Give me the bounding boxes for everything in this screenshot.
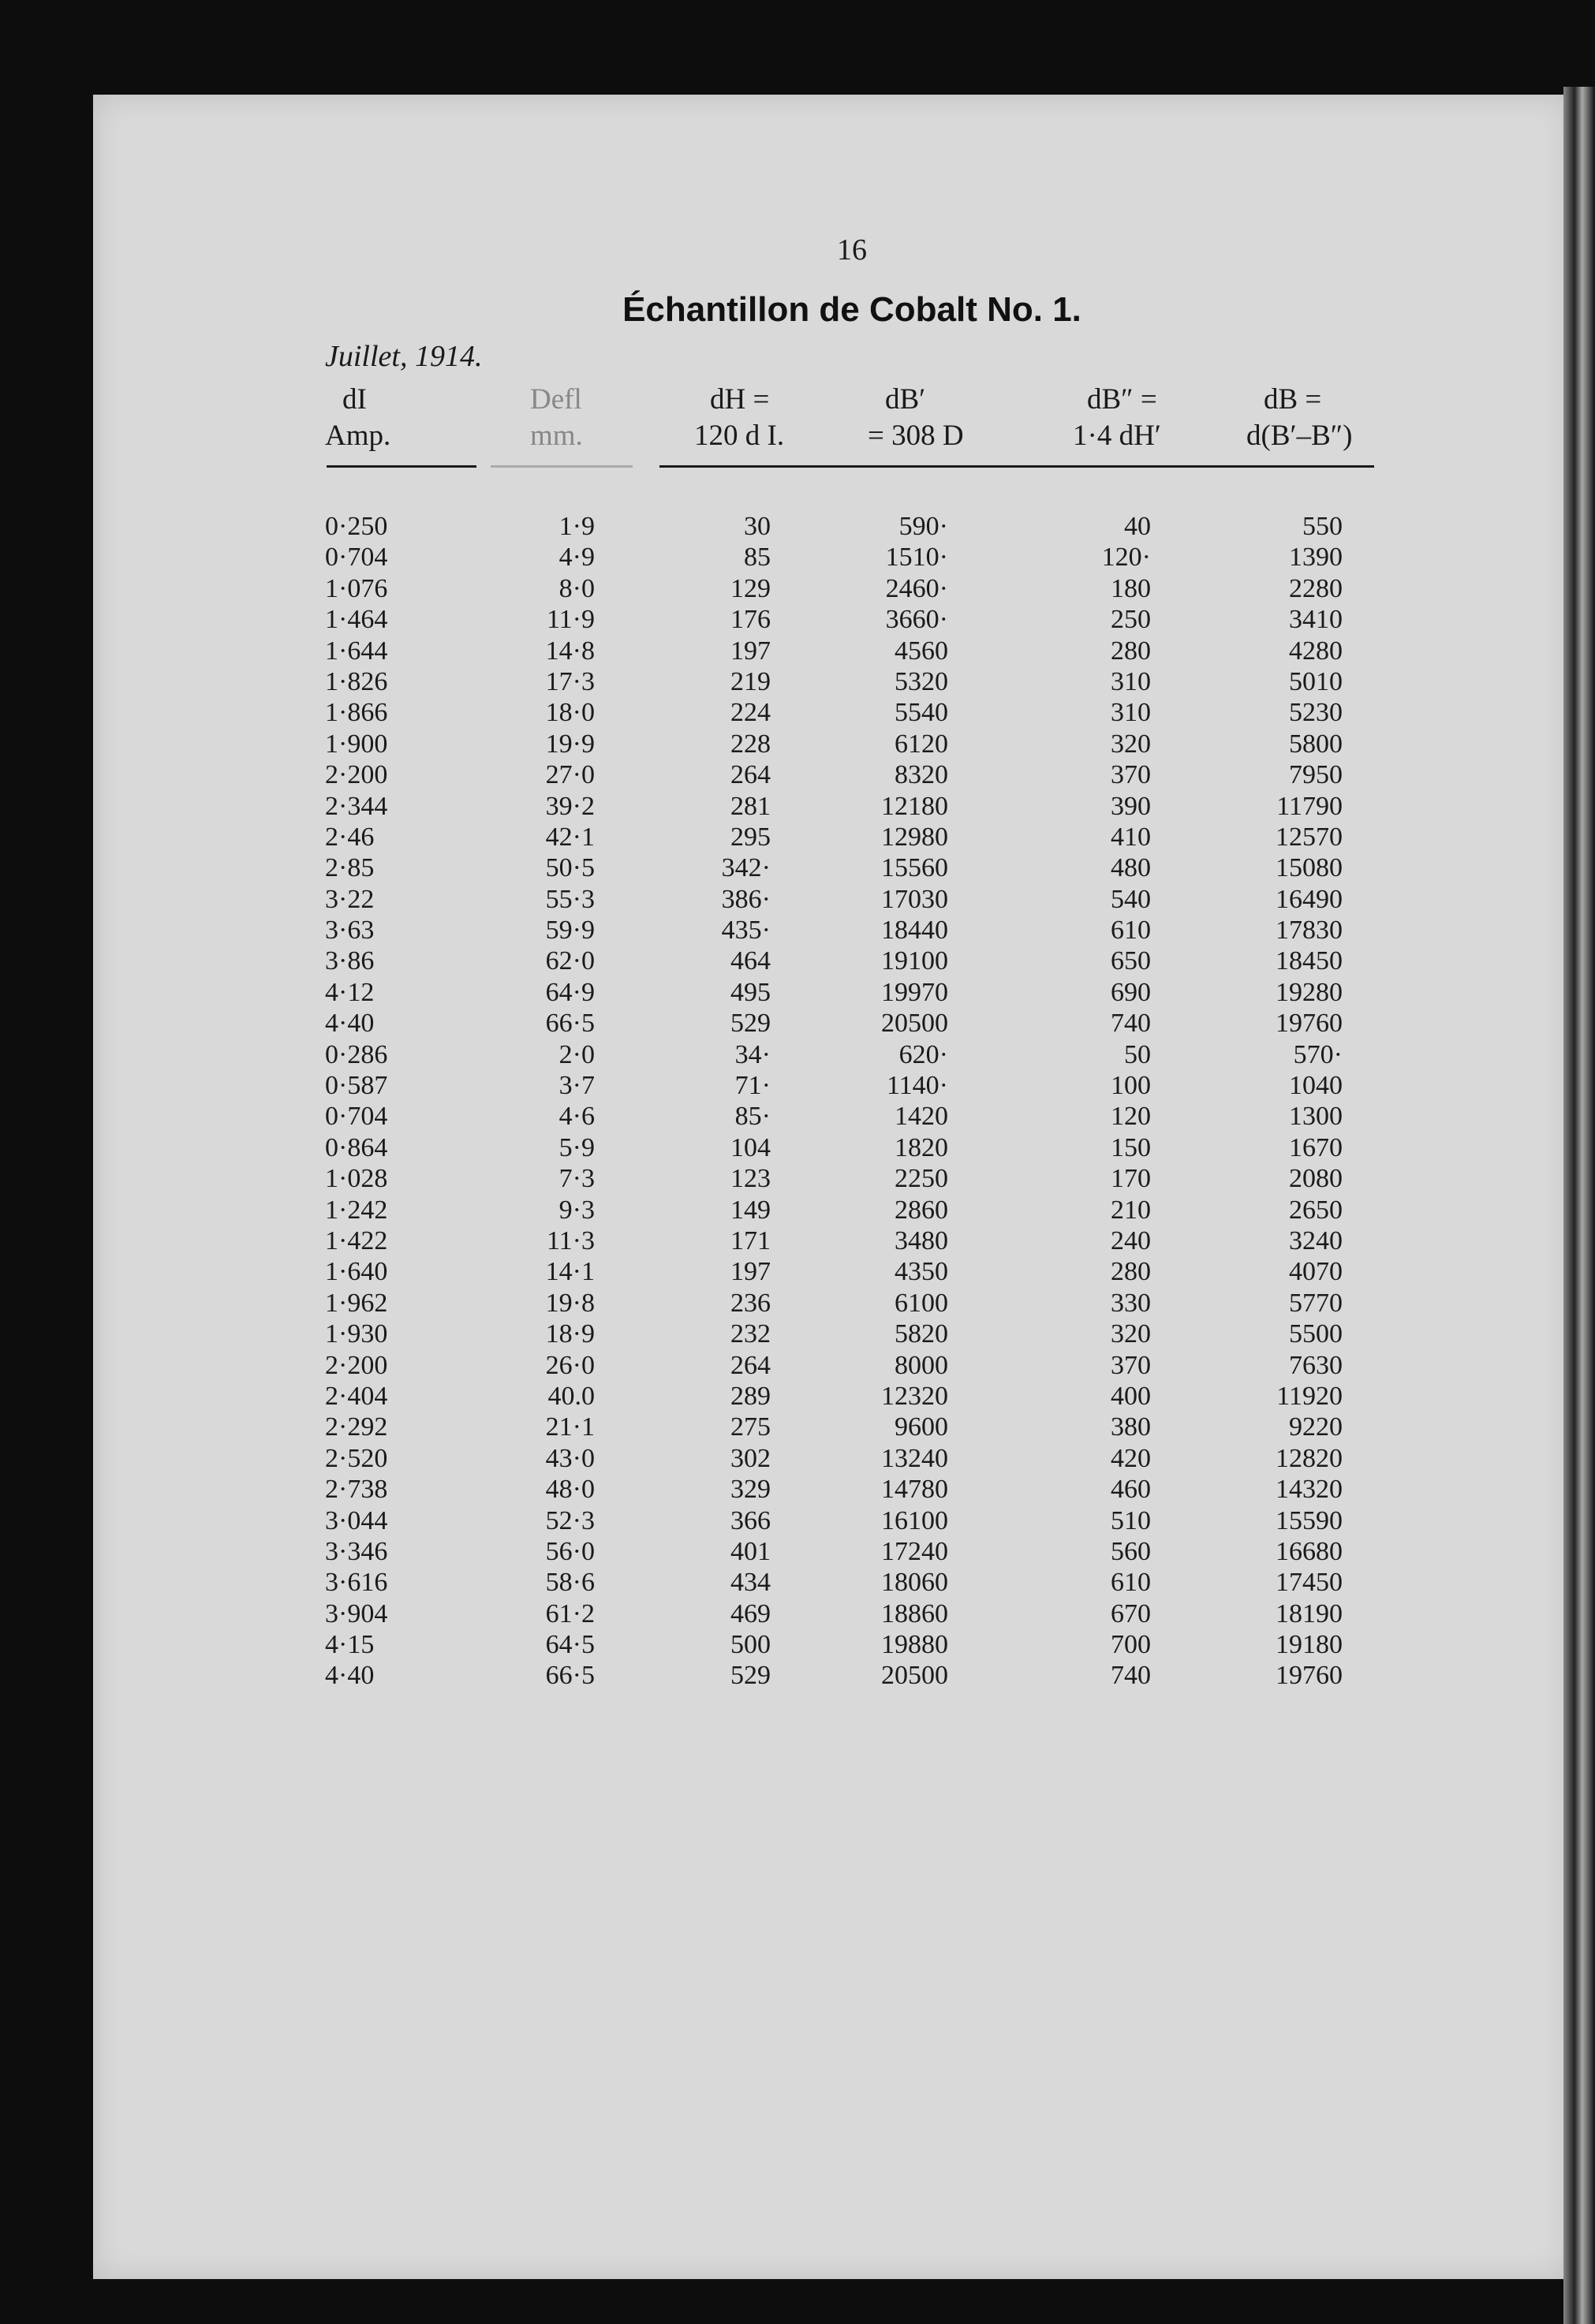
cell-db-prime: 5820 [895,1319,948,1349]
cell-di-amp: 2·292 [325,1412,388,1442]
cell-db: 16490 [1276,884,1343,914]
cell-dh: 85· [734,1102,771,1132]
cell-db-prime: 4350 [895,1257,948,1287]
cell-db: 2280 [1289,573,1343,603]
cell-db: 7630 [1289,1350,1343,1380]
cell-di-amp: 4·12 [325,977,375,1007]
cell-db-prime: 16100 [881,1505,948,1535]
cell-db-prime: 8320 [895,760,948,790]
cell-di-amp: 1·644 [325,636,388,666]
cell-db: 18190 [1276,1598,1343,1628]
cell-defl-mm: 18·9 [545,1319,595,1349]
cell-db-prime: 8000 [895,1350,948,1380]
cell-db: 18450 [1276,946,1343,976]
cell-db-double-prime: 40 [1124,512,1151,541]
cell-defl-mm: 5·9 [558,1132,595,1162]
cell-db-double-prime: 540 [1111,884,1151,914]
cell-db-double-prime: 480 [1111,853,1151,883]
cell-dh: 469 [730,1598,771,1628]
cell-db-prime: 2250 [895,1164,948,1194]
cell-dh: 342· [721,853,771,883]
table-row [0,915,1595,946]
cell-db-double-prime: 120· [1101,543,1151,573]
table-row [0,1536,1595,1567]
table-row [0,1163,1595,1194]
cell-db-prime: 4560 [895,636,948,666]
cell-db-double-prime: 510 [1111,1505,1151,1535]
cell-db-prime: 9600 [895,1412,948,1442]
cell-db: 5230 [1289,698,1343,728]
cell-di-amp: 1·028 [325,1164,388,1194]
cell-di-amp: 0·704 [325,543,388,573]
cell-db-prime: 5320 [895,666,948,696]
cell-di-amp: 0·250 [325,512,388,541]
cell-db-double-prime: 120 [1111,1102,1151,1132]
cell-db-double-prime: 700 [1111,1630,1151,1660]
cell-di-amp: 1·076 [325,573,388,603]
cell-defl-mm: 43·0 [545,1443,595,1473]
cell-dh: 295 [730,822,771,852]
table-row [0,511,1595,542]
table-row [0,1195,1595,1225]
cell-db: 4070 [1289,1257,1343,1287]
cell-db-double-prime: 400 [1111,1381,1151,1411]
cell-db-prime: 20500 [881,1009,948,1039]
table-row [0,1629,1595,1660]
cell-defl-mm: 2·0 [558,1039,595,1069]
cell-defl-mm: 59·9 [545,916,595,946]
cell-db: 5500 [1289,1319,1343,1349]
cell-db-prime: 17030 [881,884,948,914]
data-table-body [0,511,1595,1692]
cell-defl-mm: 48·0 [545,1475,595,1505]
cell-db: 12820 [1276,1443,1343,1473]
cell-di-amp: 3·63 [325,916,375,946]
cell-db: 570· [1293,1039,1343,1069]
cell-di-amp: 2·404 [325,1381,388,1411]
cell-dh: 232 [730,1319,771,1349]
cell-db-double-prime: 740 [1111,1661,1151,1691]
cell-di-amp: 2·46 [325,822,375,852]
table-row [0,759,1595,790]
column-header-dh: dH = 120 d I. [694,383,785,452]
cell-dh: 289 [730,1381,771,1411]
table-row [0,1008,1595,1039]
cell-di-amp: 2·85 [325,853,375,883]
cell-dh: 275 [730,1412,771,1442]
cell-defl-mm: 66·5 [545,1661,595,1691]
cell-dh: 386· [721,884,771,914]
cell-db-double-prime: 100 [1111,1071,1151,1101]
cell-db-double-prime: 370 [1111,760,1151,790]
cell-db: 5800 [1289,729,1343,759]
cell-defl-mm: 21·1 [545,1412,595,1442]
cell-db-double-prime: 310 [1111,698,1151,728]
cell-defl-mm: 1·9 [558,512,595,541]
cell-db: 1670 [1289,1132,1343,1162]
cell-db: 5770 [1289,1288,1343,1318]
table-row [0,604,1595,635]
cell-db-double-prime: 610 [1111,1568,1151,1598]
cell-defl-mm: 11·3 [546,1225,595,1255]
cell-defl-mm: 9·3 [558,1195,595,1225]
cell-di-amp: 1·930 [325,1319,388,1349]
cell-db: 16680 [1276,1536,1343,1566]
cell-dh: 236 [730,1288,771,1318]
table-row [0,1132,1595,1163]
cell-dh: 281 [730,791,771,821]
cell-db-prime: 6120 [895,729,948,759]
cell-defl-mm: 3·7 [558,1071,595,1101]
cell-db: 19180 [1276,1630,1343,1660]
table-row [0,573,1595,604]
cell-db: 2650 [1289,1195,1343,1225]
cell-db-double-prime: 610 [1111,916,1151,946]
cell-di-amp: 2·344 [325,791,388,821]
cell-di-amp: 4·40 [325,1009,375,1039]
table-row [0,791,1595,822]
cell-defl-mm: 61·2 [545,1598,595,1628]
cell-db-prime: 1820 [895,1132,948,1162]
cell-di-amp: 3·616 [325,1568,388,1598]
cell-db: 2080 [1289,1164,1343,1194]
cell-di-amp: 1·422 [325,1225,388,1255]
column-header-db: dB = d(B′–B″) [1246,383,1353,452]
cell-db-double-prime: 370 [1111,1350,1151,1380]
cell-db-prime: 1420 [895,1102,948,1132]
table-row [0,852,1595,883]
cell-dh: 85 [744,543,771,573]
cell-di-amp: 4·40 [325,1661,375,1691]
cell-dh: 171 [730,1225,771,1255]
cell-dh: 529 [730,1009,771,1039]
column-header-db-double-prime: dB″ = 1·4 dH′ [1073,383,1161,452]
cell-di-amp: 3·22 [325,884,375,914]
cell-dh: 495 [730,977,771,1007]
cell-db-prime: 3660· [885,605,948,635]
table-row [0,1505,1595,1536]
cell-db-double-prime: 150 [1111,1132,1151,1162]
cell-defl-mm: 42·1 [545,822,595,852]
cell-di-amp: 3·044 [325,1505,388,1535]
cell-di-amp: 2·520 [325,1443,388,1473]
table-row [0,946,1595,976]
cell-dh: 500 [730,1630,771,1660]
cell-di-amp: 1·826 [325,666,388,696]
cell-db: 1300 [1289,1102,1343,1132]
cell-db-prime: 3480 [895,1225,948,1255]
cell-di-amp: 1·464 [325,605,388,635]
cell-db: 17450 [1276,1568,1343,1598]
cell-di-amp: 2·200 [325,1350,388,1380]
table-row [0,1256,1595,1287]
cell-defl-mm: 19·9 [545,729,595,759]
cell-db-prime: 12320 [881,1381,948,1411]
cell-db-double-prime: 50 [1124,1039,1151,1069]
cell-db: 15080 [1276,853,1343,883]
table-row [0,1039,1595,1070]
cell-dh: 129 [730,573,771,603]
cell-dh: 434 [730,1568,771,1598]
cell-db-double-prime: 280 [1111,636,1151,666]
cell-dh: 219 [730,666,771,696]
cell-dh: 529 [730,1661,771,1691]
cell-defl-mm: 8·0 [558,573,595,603]
cell-db-prime: 6100 [895,1288,948,1318]
cell-db-prime: 17240 [881,1536,948,1566]
cell-dh: 176 [730,605,771,635]
table-row [0,1350,1595,1381]
table-date: Juillet, 1914. [325,340,483,373]
cell-db-double-prime: 670 [1111,1598,1151,1628]
cell-db-double-prime: 650 [1111,946,1151,976]
table-row [0,1660,1595,1691]
table-row [0,1381,1595,1412]
cell-db-double-prime: 330 [1111,1288,1151,1318]
table-row [0,822,1595,852]
cell-di-amp: 4·15 [325,1630,375,1660]
cell-defl-mm: 64·5 [545,1630,595,1660]
column-header-di: dI Amp. [325,383,391,452]
cell-db: 19760 [1276,1009,1343,1039]
page-number: 16 [837,233,867,267]
cell-db: 4280 [1289,636,1343,666]
column-header-db-prime: dB′ = 308 D [868,383,964,452]
cell-dh: 329 [730,1475,771,1505]
cell-defl-mm: 17·3 [545,666,595,696]
cell-defl-mm: 18·0 [545,698,595,728]
cell-db-prime: 1510· [885,543,948,573]
cell-dh: 34· [734,1039,771,1069]
table-row [0,729,1595,759]
cell-db: 11920 [1276,1381,1343,1411]
cell-dh: 401 [730,1536,771,1566]
cell-db-prime: 14780 [881,1475,948,1505]
cell-db-prime: 19880 [881,1630,948,1660]
cell-db-double-prime: 280 [1111,1257,1151,1287]
cell-db-double-prime: 320 [1111,1319,1151,1349]
cell-db: 550 [1302,512,1343,541]
cell-db-double-prime: 560 [1111,1536,1151,1566]
table-row [0,1070,1595,1101]
table-row [0,666,1595,697]
cell-db-double-prime: 740 [1111,1009,1151,1039]
table-row [0,1319,1595,1349]
cell-db-double-prime: 460 [1111,1475,1151,1505]
cell-db: 9220 [1289,1412,1343,1442]
cell-defl-mm: 40.0 [547,1381,595,1411]
cell-di-amp: 1·900 [325,729,388,759]
cell-dh: 435· [721,916,771,946]
cell-di-amp: 2·738 [325,1475,388,1505]
cell-db-prime: 18060 [881,1568,948,1598]
cell-di-amp: 0·587 [325,1071,388,1101]
cell-db: 3410 [1289,605,1343,635]
table-row [0,1443,1595,1474]
header-rule-2 [491,465,633,468]
column-header-defl: Defl mm. [530,383,583,452]
table-row [0,884,1595,915]
table-row [0,1225,1595,1256]
cell-dh: 104 [730,1132,771,1162]
cell-di-amp: 1·640 [325,1257,388,1287]
cell-dh: 71· [734,1071,771,1101]
cell-defl-mm: 64·9 [545,977,595,1007]
cell-dh: 197 [730,1257,771,1287]
cell-db-prime: 19970 [881,977,948,1007]
cell-db: 17830 [1276,916,1343,946]
cell-defl-mm: 55·3 [545,884,595,914]
cell-db-prime: 2460· [885,573,948,603]
header-rule-3 [659,465,1374,468]
cell-db-double-prime: 320 [1111,729,1151,759]
cell-defl-mm: 27·0 [545,760,595,790]
cell-db: 3240 [1289,1225,1343,1255]
cell-db-double-prime: 210 [1111,1195,1151,1225]
cell-db: 12570 [1276,822,1343,852]
cell-di-amp: 2·200 [325,760,388,790]
cell-dh: 197 [730,636,771,666]
cell-dh: 264 [730,1350,771,1380]
cell-db: 7950 [1289,760,1343,790]
cell-defl-mm: 66·5 [545,1009,595,1039]
cell-db-prime: 18860 [881,1598,948,1628]
cell-di-amp: 3·904 [325,1598,388,1628]
header-rule-1 [327,465,476,468]
cell-db: 11790 [1276,791,1343,821]
cell-defl-mm: 14·1 [545,1257,595,1287]
cell-db-prime: 2860 [895,1195,948,1225]
table-row [0,1101,1595,1132]
cell-db: 19760 [1276,1661,1343,1691]
cell-db-prime: 18440 [881,916,948,946]
cell-defl-mm: 14·8 [545,636,595,666]
cell-db-double-prime: 410 [1111,822,1151,852]
cell-di-amp: 0·286 [325,1039,388,1069]
cell-db-double-prime: 250 [1111,605,1151,635]
cell-dh: 302 [730,1443,771,1473]
cell-defl-mm: 50·5 [545,853,595,883]
cell-di-amp: 0·704 [325,1102,388,1132]
cell-db-prime: 13240 [881,1443,948,1473]
table-title: Échantillon de Cobalt No. 1. [622,290,1081,329]
cell-db-prime: 590· [898,512,948,541]
table-row [0,636,1595,666]
cell-defl-mm: 19·8 [545,1288,595,1318]
table-row [0,977,1595,1008]
cell-dh: 366 [730,1505,771,1535]
table-row [0,1288,1595,1319]
cell-db-prime: 620· [898,1039,948,1069]
cell-defl-mm: 39·2 [545,791,595,821]
cell-db-prime: 1140· [886,1071,948,1101]
cell-dh: 123 [730,1164,771,1194]
cell-dh: 224 [730,698,771,728]
cell-db-prime: 19100 [881,946,948,976]
cell-defl-mm: 58·6 [545,1568,595,1598]
cell-db-double-prime: 380 [1111,1412,1151,1442]
cell-db-prime: 15560 [881,853,948,883]
cell-defl-mm: 4·9 [558,543,595,573]
cell-db: 5010 [1289,666,1343,696]
cell-db-double-prime: 690 [1111,977,1151,1007]
cell-db: 1390 [1289,543,1343,573]
cell-db-double-prime: 390 [1111,791,1151,821]
cell-defl-mm: 56·0 [545,1536,595,1566]
cell-db-double-prime: 170 [1111,1164,1151,1194]
cell-defl-mm: 7·3 [558,1164,595,1194]
cell-db: 14320 [1276,1475,1343,1505]
cell-db: 1040 [1289,1071,1343,1101]
cell-di-amp: 1·866 [325,698,388,728]
table-row [0,1474,1595,1505]
table-row [0,697,1595,728]
cell-defl-mm: 11·9 [546,605,595,635]
cell-db-double-prime: 310 [1111,666,1151,696]
cell-defl-mm: 4·6 [558,1102,595,1132]
cell-db-prime: 20500 [881,1661,948,1691]
cell-dh: 264 [730,760,771,790]
cell-dh: 464 [730,946,771,976]
table-row [0,1412,1595,1442]
cell-defl-mm: 26·0 [545,1350,595,1380]
cell-dh: 30 [744,512,771,541]
cell-defl-mm: 62·0 [545,946,595,976]
cell-di-amp: 3·346 [325,1536,388,1566]
cell-di-amp: 0·864 [325,1132,388,1162]
cell-db-prime: 12180 [881,791,948,821]
cell-dh: 149 [730,1195,771,1225]
cell-db-prime: 5540 [895,698,948,728]
cell-db-prime: 12980 [881,822,948,852]
cell-db: 15590 [1276,1505,1343,1535]
cell-dh: 228 [730,729,771,759]
table-row [0,542,1595,573]
cell-di-amp: 3·86 [325,946,375,976]
cell-db-double-prime: 240 [1111,1225,1151,1255]
cell-db: 19280 [1276,977,1343,1007]
cell-db-double-prime: 420 [1111,1443,1151,1473]
cell-di-amp: 1·242 [325,1195,388,1225]
cell-di-amp: 1·962 [325,1288,388,1318]
table-row [0,1567,1595,1598]
table-row [0,1598,1595,1629]
cell-db-double-prime: 180 [1111,573,1151,603]
cell-defl-mm: 52·3 [545,1505,595,1535]
